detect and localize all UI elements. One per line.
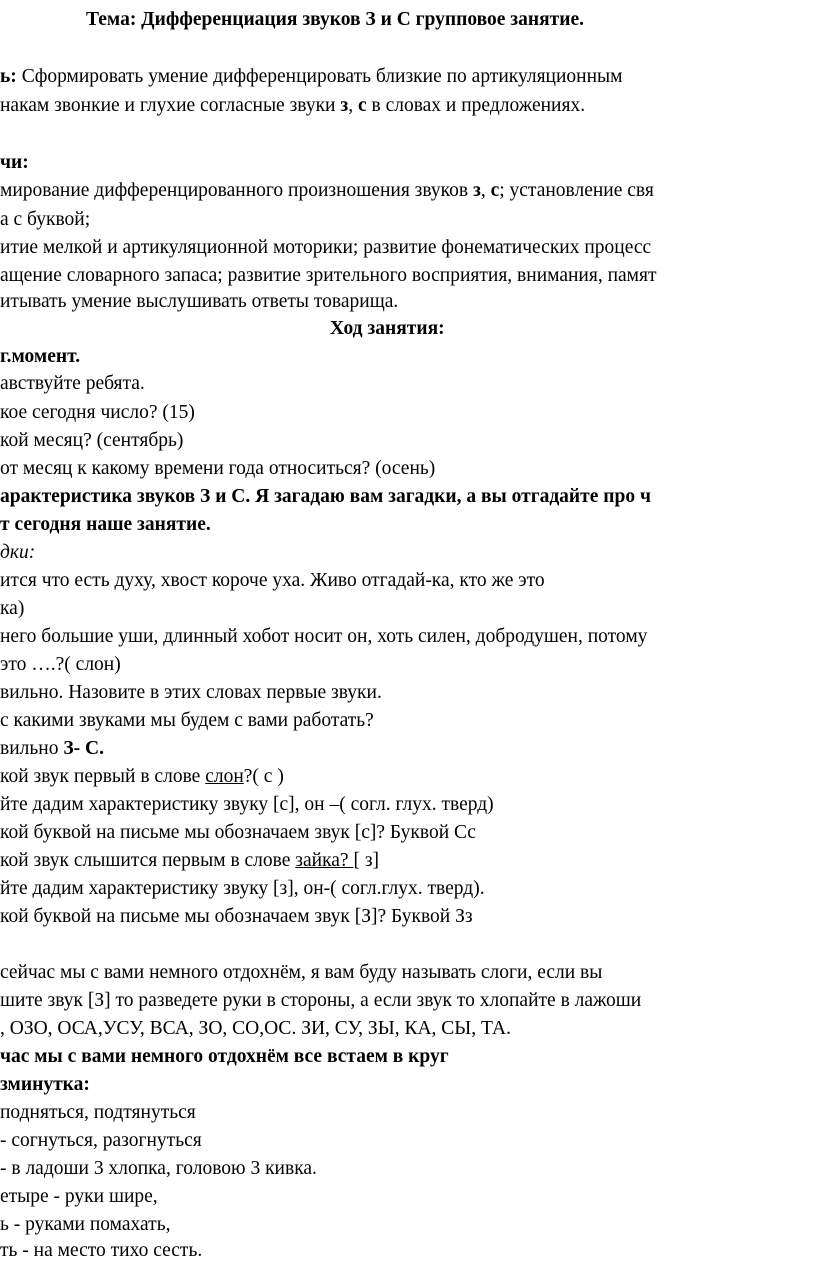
question-3-text: вильно [0,738,64,759]
game-line-2: шите звук [З] то разведете руки в стороны, а если звук то хлопайте в лажоши [0,990,642,1011]
question-4-answer: ?( с ) [243,766,284,787]
tasks-heading: чи: [0,152,29,173]
riddle-1-answer: ка) [0,598,25,619]
char-heading-2: т сегодня наше занятие. [0,514,211,535]
tasks-comma: , [480,180,491,201]
riddle-2-answer: это ….?( слон) [0,654,121,675]
tasks-line-1 [0,176,654,205]
goal-text-2b: в словах и предложениях. [366,95,586,116]
org-heading: г.момент. [0,346,81,367]
riddle-1: ится что есть духу, хвост короче уха. Живо отгадай-ка, кто же это [0,570,545,591]
org-line-1: авствуйте ребята. [0,373,145,394]
goal-label: ь: [0,66,17,87]
tasks-line-4: ащение словарного запаса; развитие зрительного восприятия, внимания, памят [0,265,657,286]
question-1: вильно. Назовите в этих словах первые звуки. [0,682,382,703]
tasks-sound-z: з [472,180,481,201]
riddles-label: дки: [0,542,36,563]
question-3-sounds: З- С. [63,738,104,759]
tasks-line-3: итие мелкой и артикуляционной моторики; развитие фонематических процесс [0,237,652,258]
question-7 [0,846,379,875]
question-3 [0,734,104,763]
riddle-2: него большие уши, длинный хобот носит он, хоть силен, добродушен, потому [0,626,648,647]
tasks-line-2: а с буквой; [0,209,91,230]
question-2: с какими звуками мы будем с вами работать? [0,710,374,731]
goal-sound-s: с [357,95,367,116]
pause-line-1: подняться, подтянуться [0,1102,196,1123]
goal-text-2a: накам звонкие и глухие согласные звуки [0,95,341,116]
pause-line-6: ть - на место тихо сесть. [0,1240,203,1261]
pause-line-5: ь - руками помахать, [0,1214,171,1235]
pause-line-2: - согнуться, разогнуться [0,1130,202,1151]
question-7-text: кой звук слышится первым в слове [0,850,296,871]
question-5: йте дадим характеристику звуку [с], он –( согл. глух. тверд) [0,794,494,815]
pause-line-3: - в ладоши 3 хлопка, головою 3 кивка. [0,1158,317,1179]
question-9: кой буквой на письме мы обозначаем звук [З]? Буквой Зз [0,906,473,927]
question-7-answer: [ з] [353,850,380,871]
question-6: кой буквой на письме мы обозначаем звук [с]? Буквой Сс [0,822,476,843]
goal-line-1 [0,62,623,91]
goal-sound-z: з [340,95,349,116]
pause-line-4: етыре - руки шире, [0,1186,158,1207]
org-line-4: от месяц к какому времени года относиться? (осень) [0,458,436,479]
org-line-3: кой месяц? (сентябрь) [0,430,184,451]
char-heading-1: арактеристика звуков З и С. Я загадаю вам загадки, а вы отгадайте про ч [0,486,651,507]
game-syllables: , ОЗО, ОСА,УСУ, ВСА, ЗО, СО,ОС. ЗИ, СУ, ЗЫ, КА, СЫ, ТА. [0,1018,511,1039]
question-8: йте дадим характеристику звуку [з], он-( согл.глух. тверд). [0,878,485,899]
question-7-word: зайка? [295,850,354,871]
tasks-line-5: итывать умение выслушивать ответы товарища. [0,291,399,312]
goal-comma: , [348,95,358,116]
org-line-2: кое сегодня число? (15) [0,402,195,423]
goal-line-2 [0,91,585,120]
question-4-word: слон [205,766,244,787]
question-4 [0,762,284,791]
course-heading: Ход занятия: [330,318,445,339]
page-title: Тема: Дифференциация звуков З и С групповое занятие. [86,9,584,30]
pause-heading-2: зминутка: [0,1074,90,1095]
question-4-text: кой звук первый в слове [0,766,206,787]
tasks-text-1b: ; установление свя [499,180,654,201]
game-line-1: сейчас мы с вами немного отдохнём, я вам буду называть слоги, если вы [0,962,603,983]
tasks-text-1a: мирование дифференцированного произношения звуков [0,180,473,201]
tasks-sound-s: с [490,180,500,201]
goal-text-1: Сформировать умение дифференцировать близкие по артикуляционным [16,66,623,87]
pause-heading-1: час мы с вами немного отдохнём все встаем в круг [0,1046,449,1067]
